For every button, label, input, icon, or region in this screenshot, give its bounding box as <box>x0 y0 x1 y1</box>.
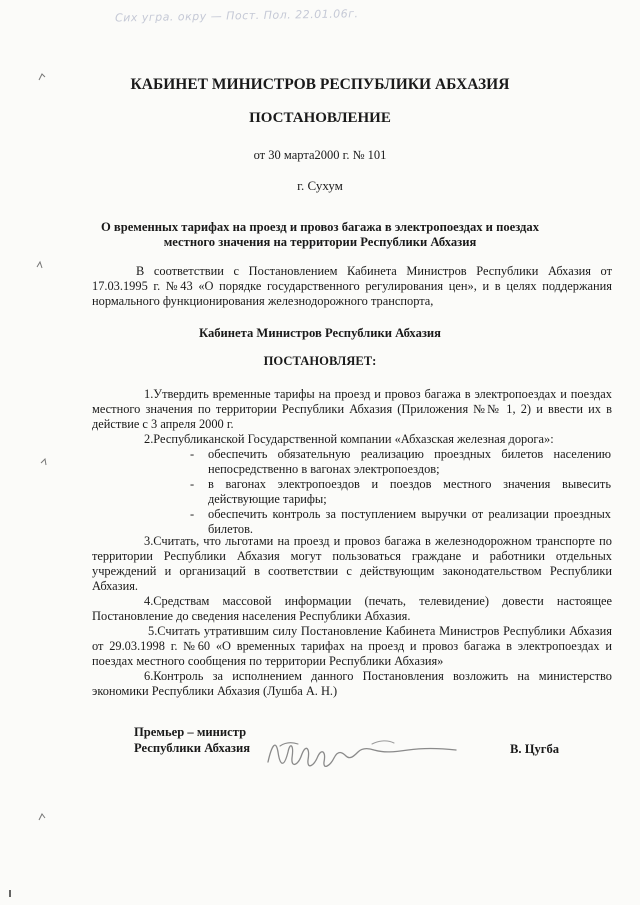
item-4: 4.Средствам массовой информации (печать, телевидение) довести настоящее Постановление до сведения населения Республики Абхазия. <box>92 594 612 623</box>
signatory-name: В. Цугба <box>510 742 560 756</box>
handwritten-note: Сих угра. окру — Пост. Пол. 22.01.06г. <box>114 7 359 25</box>
scan-speck <box>36 810 48 824</box>
item-2-sub-1 <box>190 447 611 477</box>
dash-marker: - <box>190 507 195 521</box>
intro-paragraph: В соответствии с Постановлением Кабинета Министров Республики Абхазия от 17.03.1995 г. №43 «О порядке государственного регулирования цен», и в целях поддержания нормального функционирования железнодорожного транспорта, <box>92 264 612 308</box>
date-number-line: от 30 марта2000 г. № 101 <box>253 148 387 162</box>
scan-speck <box>38 455 50 469</box>
signatory-title <box>134 724 250 756</box>
item-1: 1.Утвердить временные тарифы на проезд и провоз багажа в электропоездах и поездах местного значения по территории Республики Абхазия (Приложения №№ 1, 2) и ввести их в действие с 3 апреля 2000 г. <box>92 387 612 431</box>
item-5: 5.Считать утратившим силу Постановление Кабинета Министров Республики Абхазия от 29.03.1998 г. №60 «О временных тарифах на проезд и провоз багажа в электропоездах и поездах местного сообщения по территории Республики Абхазия» <box>92 624 612 668</box>
document-subject: О временных тарифах на проезд и провоз багажа в электропоездах и поездах местного значения на территории Республики Абхазия <box>100 220 540 249</box>
item-2-sub-1-text: обеспечить обязательную реализацию проездных билетов населению непосредственно в вагонах электропоездов; <box>208 447 611 476</box>
document-type-heading: ПОСТАНОВЛЕНИЕ <box>249 110 391 126</box>
item-2-sub-2-text: в вагонах электропоездов и поездов местного значения вывесить действующие тарифы; <box>208 477 611 506</box>
item-3: 3.Считать, что льготами на проезд и провоз багажа в железнодорожном транспорте по территории Республики Абхазия могут пользоваться граждане и работники отдельных учреждений и организаций в соответствии с действующим законодательством Республики Абхазия. <box>92 534 612 593</box>
dash-marker: - <box>190 477 195 491</box>
scan-speck <box>36 70 48 84</box>
item-2: 2.Республиканской Государственной компании «Абхазская железная дорога»: <box>144 432 554 446</box>
signatory-title-line-2: Республики Абхазия <box>134 741 251 755</box>
scan-speck <box>6 888 14 900</box>
item-2-sub-2 <box>190 477 611 507</box>
signatory-title-line-1: Премьер – министр <box>134 725 247 739</box>
resolves-heading: ПОСТАНОВЛЯЕТ: <box>263 354 377 368</box>
city-line: г. Сухум <box>297 178 343 193</box>
dash-marker: - <box>190 447 195 461</box>
item-6: 6.Контроль за исполнением данного Постановления возложить на министерство экономики Республики Абхазия (Лушба А. Н.) <box>92 669 612 698</box>
item-2-sub-3 <box>190 507 611 537</box>
cabinet-line: Кабинета Министров Республики Абхазия <box>198 326 441 340</box>
item-2-sub-3-text: обеспечить контроль за поступлением выручки от реализации проездных билетов. <box>208 507 611 536</box>
scan-speck <box>34 258 46 272</box>
cabinet-heading: КАБИНЕТ МИНИСТРОВ РЕСПУБЛИКИ АБХАЗИЯ <box>130 76 510 93</box>
handwritten-signature <box>262 722 462 782</box>
